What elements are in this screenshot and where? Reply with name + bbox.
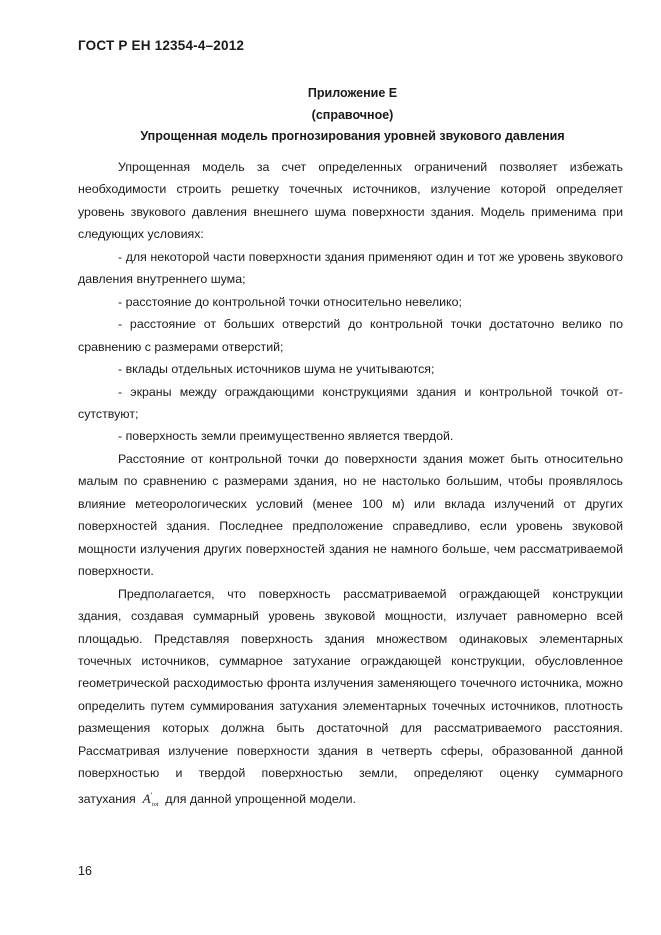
annex-title: Приложение Е <box>307 86 398 100</box>
formula-symbol: A <box>142 790 151 806</box>
annex-kind: (справочное) <box>311 108 394 122</box>
assumption-text: Предполагается, что поверхность рассматриваемой ограждающей конструкции здания, создавая суммарный уровень звуковой мощности, излучает равномерно всей площадью. Представляя поверхность здания множеством одинаковых элементарных точечных источников, суммарное затухание ограждающей конструкции, обусловленное геометрической расходимостью фронта излучения заменяющего точечного источника, можно определить путем суммирования затухания элементарных точечных источников, плотность размещения которых должна быть достаточной для рассматриваемого расстояния. Рассматривая излучение поверхности здания в четверть сферы, образованной данной поверхностью и твердой поверхностью земли, определяют оценку суммарного затухания <box>78 586 623 806</box>
condition-item: - для некоторой части поверхности здания применяют один и тот же уровень звукового давления внутреннего шума; <box>78 249 623 287</box>
formula-subscript: tot <box>152 801 159 808</box>
standard-code-header: ГОСТ Р ЕН 12354-4–2012 <box>78 38 245 53</box>
page-number: 16 <box>78 864 92 878</box>
assumption-tail: для данной упрощенной модели. <box>165 791 356 806</box>
total-attenuation-formula <box>143 791 159 806</box>
annex-body <box>78 156 623 816</box>
condition-item: - вклады отдельных источников шума не учитываются; <box>118 362 435 377</box>
annex-heading: Упрощенная модель прогнозирования уровней звукового давления <box>140 129 565 143</box>
condition-item: - экраны между ограждающими конструкциями здания и контрольной точкой отсутствуют; <box>78 384 623 421</box>
condition-item: - поверхность земли преимущественно является твердой. <box>118 429 454 444</box>
formula-prime: ' <box>150 790 153 800</box>
intro-paragraph: Упрощенная модель за счет определенных ограничений позволяет избежать необходимости строить решетку точечных источников, излучение которой определяет уровень звукового давления внешнего шума поверхности здания. Модель применима при следующих условиях: <box>78 160 623 242</box>
condition-item: - расстояние до контрольной точки относительно невелико; <box>118 294 462 309</box>
assumption-paragraph <box>78 583 623 817</box>
condition-item: - расстояние от больших отверстий до контрольной точки достаточно велико по сравнению с размерами отверстий; <box>78 317 623 354</box>
distance-paragraph: Расстояние от контрольной точки до поверхности здания может быть относительно малым по сравнению с размерами здания, но не настолько большим, чтобы проявлялось влияние метеорологических условий (менее 100 м) или вклада излучений от других поверхностей здания. Последнее предположение справедливо, если уровень звуковой мощности излучения других поверхностей здания не намного больше, чем рассматриваемой поверхности. <box>78 451 623 579</box>
